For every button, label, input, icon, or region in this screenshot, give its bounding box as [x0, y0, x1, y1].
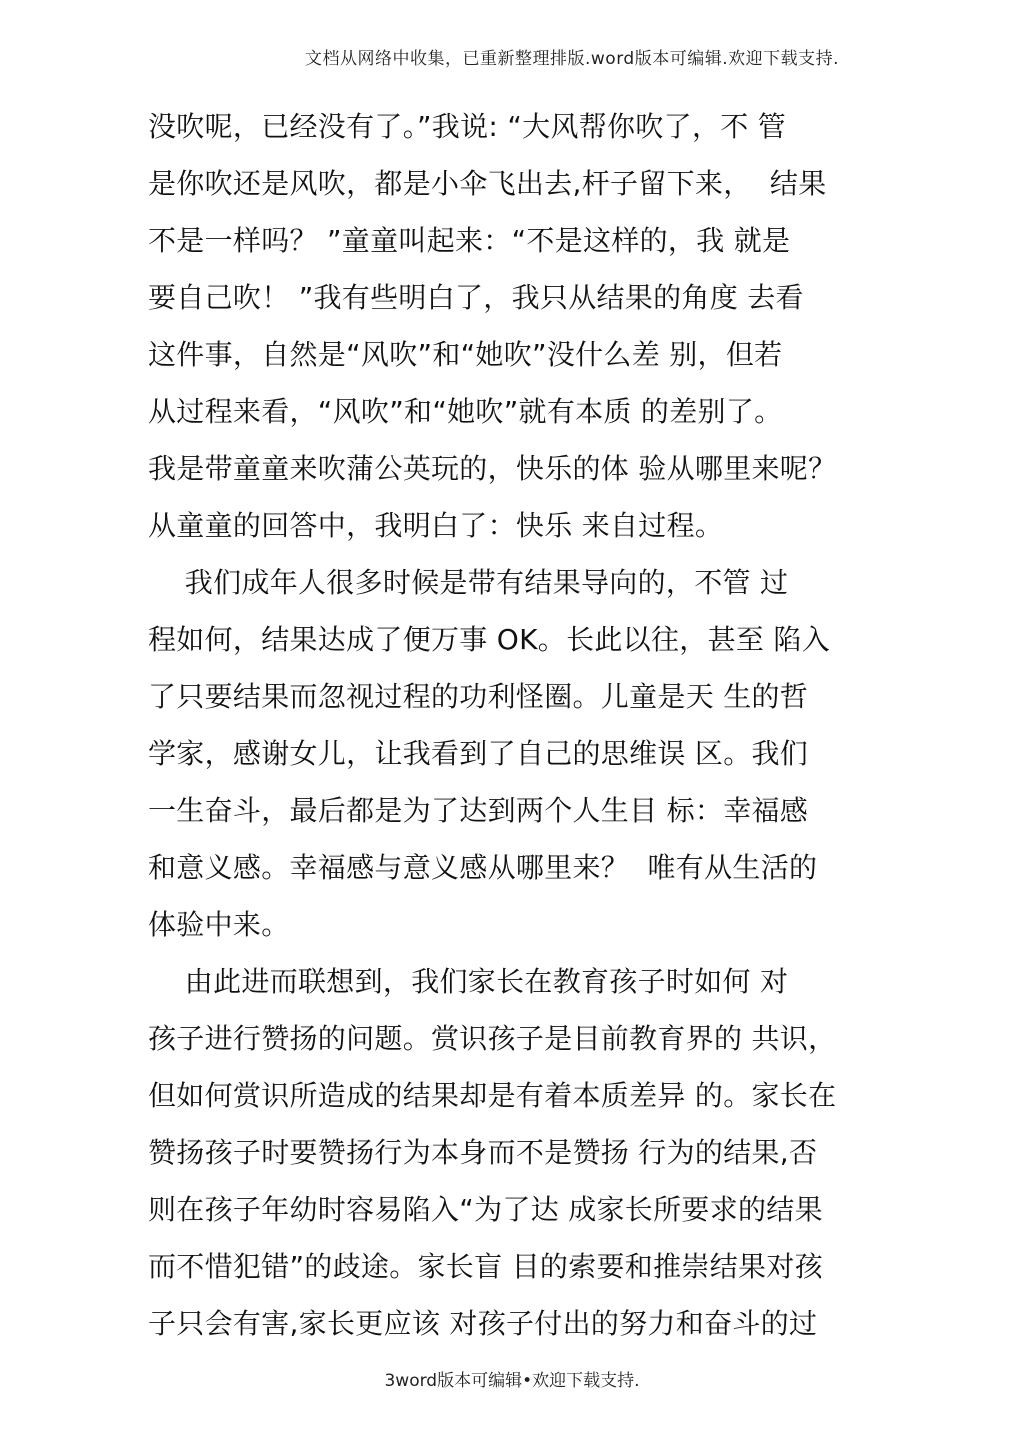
text-line: 则在孩子年幼时容易陷入“为了达 成家长所要求的结果	[148, 1193, 823, 1226]
text-line: 孩子进行赞扬的问题。赏识孩子是目前教育界的 共识，	[148, 1022, 837, 1055]
page-header: 文档从网络中收集，已重新整理排版.word版本可编辑.欢迎下载支持.	[305, 49, 839, 69]
paragraph-start-line: 由此进而联想到，我们家长在教育孩子时如何 对	[148, 965, 789, 998]
text-line: 从童童的回答中，我明白了：快乐 来自过程。	[148, 509, 724, 542]
text-line: 了只要结果而忽视过程的功利怪圈。儿童是天 生的哲	[148, 680, 809, 713]
text-line: 学家，感谢女儿，让我看到了自己的思维误 区。我们	[148, 737, 809, 770]
text-line: 子只会有害,家长更应该 对孩子付出的努力和奋斗的过	[148, 1307, 818, 1340]
text-line: 但如何赏识所造成的结果却是有着本质差异 的。家长在	[148, 1079, 837, 1112]
text-line: 要自己吹！ ”我有些明白了，我只从结果的角度 去看	[148, 281, 804, 314]
text-line: 程如何，结果达成了便万事 OK。长此以往，甚至 陷入	[148, 623, 831, 656]
text-line: 这件事，自然是“风吹”和“她吹”没什么差 别，但若	[148, 338, 783, 371]
text-line: 没吹呢，已经没有了。”我说: “大风帮你吹了，不 管	[148, 110, 787, 143]
text-line: 我是带童童来吹蒲公英玩的，快乐的体 验从哪里来呢？	[148, 452, 837, 485]
document-body	[148, 98, 928, 1352]
text-line: 而不惜犯错”的歧途。家长盲 目的索要和推崇结果对孩	[148, 1250, 823, 1283]
paragraph-start-line: 我们成年人很多时候是带有结果导向的，不管 过	[148, 566, 789, 599]
text-line: 是你吹还是风吹，都是小伞飞出去,杆子留下来， 结果	[148, 167, 827, 200]
text-line: 不是一样吗？ ”童童叫起来：“不是这样的，我 就是	[148, 224, 791, 257]
text-line: 从过程来看，“风吹”和“她吹”就有本质 的差别了。	[148, 395, 783, 428]
text-line: 和意义感。幸福感与意义感从哪里来？ 唯有从生活的	[148, 851, 818, 884]
page-footer: 3word版本可编辑•欢迎下载支持.	[384, 1371, 640, 1391]
text-line: 体验中来。	[148, 908, 290, 941]
text-line: 一生奋斗，最后都是为了达到两个人生目 标：幸福感	[148, 794, 809, 827]
text-line: 赞扬孩子时要赞扬行为本身而不是赞扬 行为的结果,否	[148, 1136, 818, 1169]
